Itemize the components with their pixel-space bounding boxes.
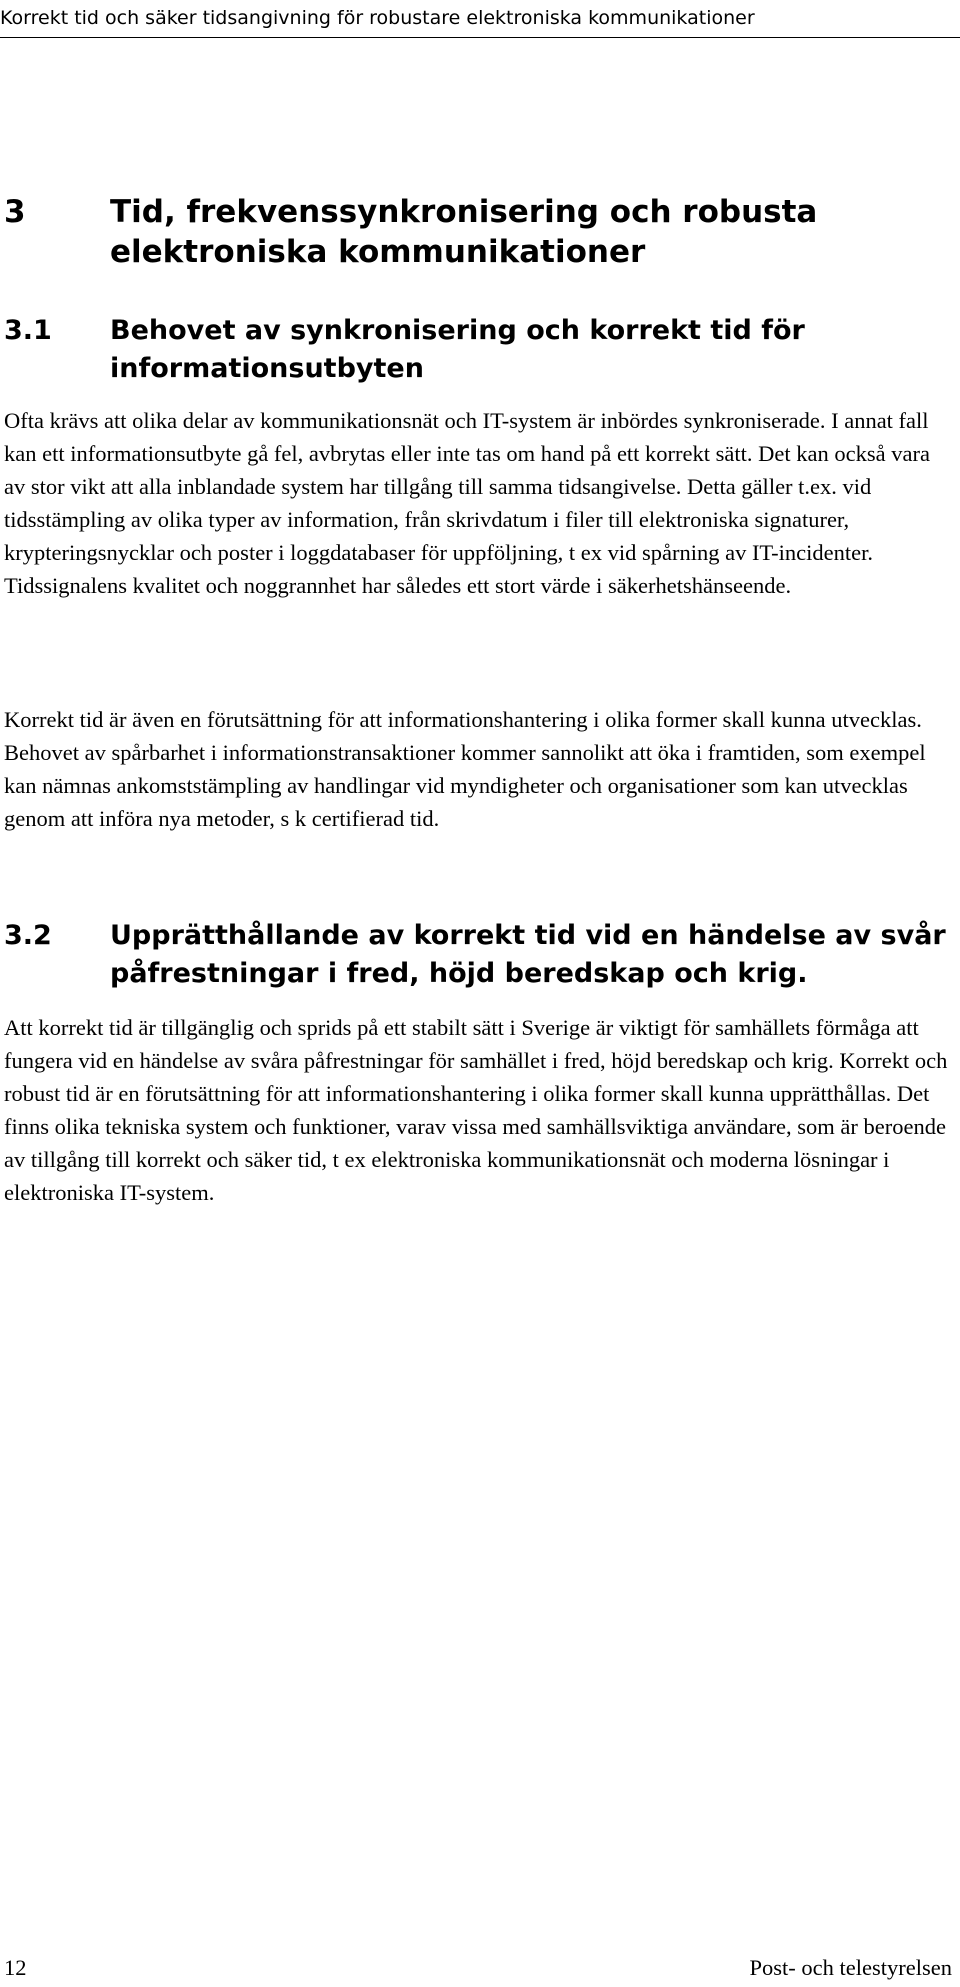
chapter-title: Tid, frekvenssynkronisering och robusta elektroniska kommunikationer — [110, 194, 818, 270]
page-number: 12 — [4, 1955, 27, 1980]
section-3-2-number: 3.2 — [4, 920, 52, 951]
section-3-1-paragraph-2: Korrekt tid är även en förutsättning för att informationshantering i olika former skall kunna utvecklas. Behovet av spårbarhet i informationstransaktioner kommer sannolikt att öka i framtiden, som exempel kan nämnas ankomststämpling av handlingar vid myndigheter och organisationer som kan utvecklas genom att införa nya metoder, s k certifierad tid. — [4, 707, 926, 831]
section-3-1-paragraph-1: Ofta krävs att olika delar av kommunikationsnät och IT-system är inbördes synkroniserade. I annat fall kan ett informationsutbyte gå fel, avbrytas eller inte tas om hand på ett korrekt sätt. Det kan också vara av stor vikt att alla inblandade system har tillgång till samma tidsangivelse. Detta gäller t.ex. vid tidsstämpling av olika typer av information, från skrivdatum i filer till elektroniska signaturer, krypteringsnycklar och poster i loggdatabaser för uppföljning, t ex vid spårning av IT-incidenter. Tidssignalens kvalitet och noggrannhet har således ett stort värde i säkerhetshänseende. — [4, 408, 930, 598]
section-3-1-number: 3.1 — [4, 315, 52, 346]
chapter-heading — [4, 192, 954, 272]
section-3-1-heading — [4, 312, 954, 388]
section-3-1-title: Behovet av synkronisering och korrekt tid för informationsutbyten — [110, 315, 805, 384]
chapter-number: 3 — [4, 194, 26, 230]
section-3-2-paragraph: Att korrekt tid är tillgänglig och sprids på ett stabilt sätt i Sverige är viktigt för samhällets förmåga att fungera vid en händelse av svåra påfrestningar för samhället i fred, höjd beredskap och krig. Korrekt och robust tid är en förutsättning för att informationshantering i olika former skall kunna upprätthållas. Det finns olika tekniska system och funktioner, varav vissa med samhällsviktiga användare, som är beroende av tillgång till korrekt och säker tid, t ex elektroniska kommunikationsnät och moderna lösningar i elektroniska IT-system. — [4, 1015, 948, 1205]
section-3-2-heading — [4, 917, 954, 993]
footer-publisher: Post- och telestyrelsen — [749, 1955, 952, 1980]
running-header: Korrekt tid och säker tidsangivning för robustare elektroniska kommunikationer — [0, 0, 960, 38]
section-3-2-title: Upprätthållande av korrekt tid vid en händelse av svår påfrestningar i fred, höjd beredskap och krig. — [110, 920, 946, 989]
